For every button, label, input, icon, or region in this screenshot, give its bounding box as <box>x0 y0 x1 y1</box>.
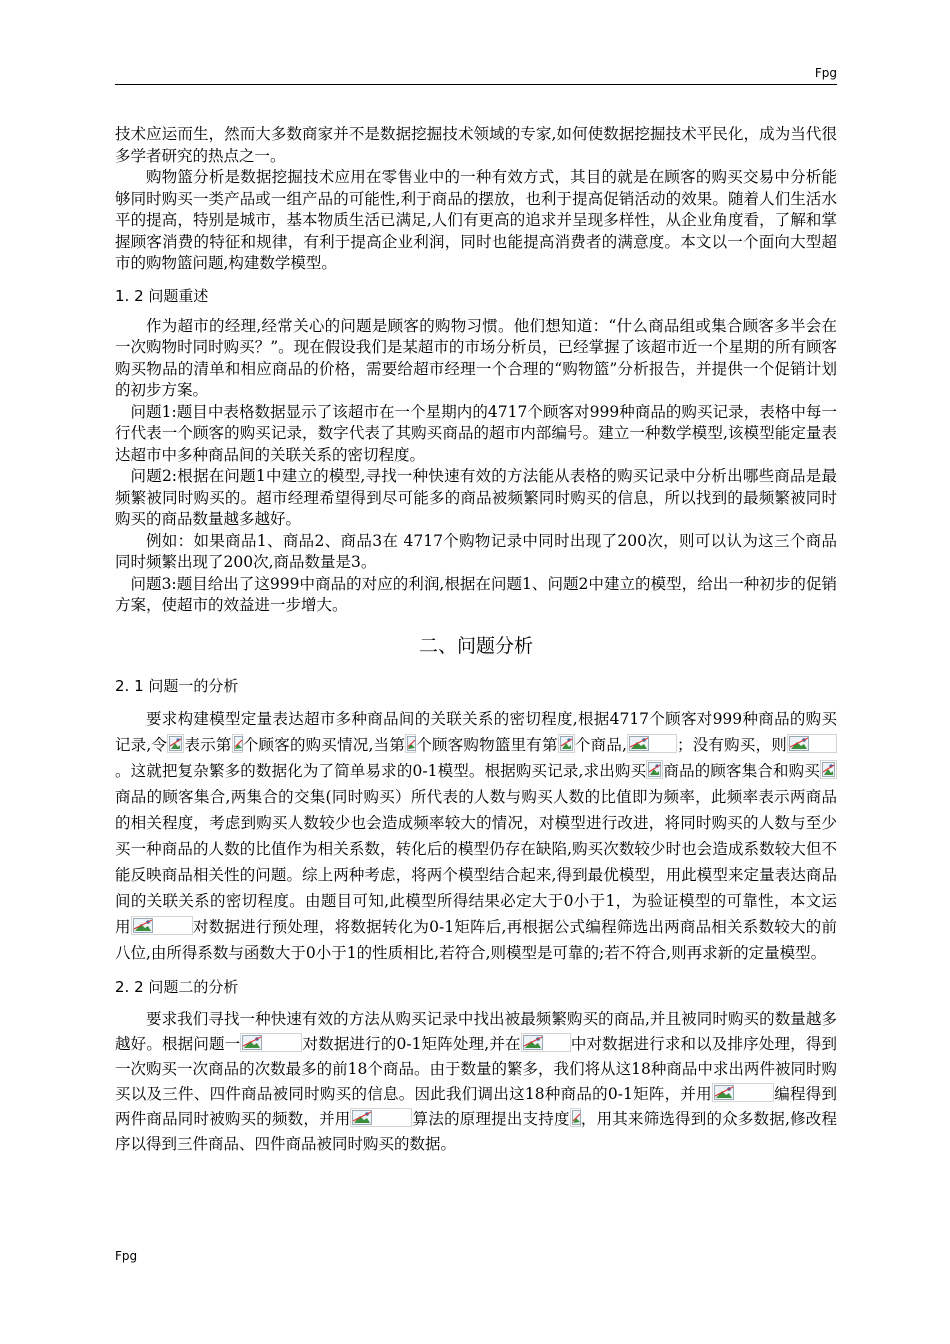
paragraph: 购物篮分析是数据挖掘技术应用在零售业中的一种有效方式，其目的就是在顾客的购买交易中分析能够同时购买一类产品或一组产品的可能性,利于商品的摆放，也利于提高促销活动的效果。随着人们生活水平的提高，特别是城市，基本物质生活已满足,人们有更高的追求并呈现多样性，从企业角度看，了解和掌握顾客消费的特征和规律，有利于提高企业利润，同时也能提高消费者的满意度。本文以一个面向大型超市的购物篮问题,构建数学模型。 <box>115 168 837 272</box>
section-heading-2-1: 2. 1 问题一的分析 <box>115 676 239 695</box>
broken-image-icon <box>627 734 677 753</box>
paragraph: 问题3:题目给出了这999中商品的对应的利润,根据在问题1、问题2中建立的模型，给出一种初步的促销方案，使超市的效益进一步增大。 <box>115 574 837 614</box>
header-text: Fpg <box>814 66 837 80</box>
paragraph: 问题1:题目中表格数据显示了该超市在一个星期内的4717个顾客对999种商品的购买记录，表格中每一行代表一个顾客的购买记录，数字代表了其购买商品的超市内部编号。建立一种数学模型,该模型能定量表达超市中多种商品间的关联关系的密切程度。 <box>115 402 837 464</box>
paragraph: 例如：如果商品1、商品2、商品3在 4717个购物记录中同时出现了200次，则可以认为这三个商品同时频繁出现了200次,商品数量是3。 <box>115 531 837 571</box>
broken-image-icon <box>232 734 243 753</box>
broken-image-icon <box>558 734 575 753</box>
broken-image-icon <box>521 1033 571 1052</box>
paragraph: 技术应运而生，然而大多数商家并不是数据挖掘技术领域的专家,如何使数据挖掘技术平民化，成为当代很多学者研究的热点之一。 <box>115 125 837 165</box>
broken-image-icon <box>350 1108 412 1127</box>
broken-image-icon <box>712 1083 774 1102</box>
paragraph: 作为超市的经理,经常关心的问题是顾客的购物习惯。他们想知道：“什么商品组或集合顾客多半会在一次购物时同时购买？”。现在假设我们是某超市的市场分析员，已经掌握了该超市近一个星期的所有顾客购买物品的清单和相应商品的价格，需要给超市经理一个合理的“购物篮”分析报告，并提供一个促销计划的初步方案。 <box>115 316 837 399</box>
section-heading-2-2: 2. 2 问题二的分析 <box>115 977 239 996</box>
section-heading-1-2: 1. 2 问题重述 <box>115 286 209 305</box>
broken-image-icon <box>240 1033 302 1052</box>
broken-image-icon <box>131 916 193 935</box>
paragraph-2-1: 要求构建模型定量表达超市多种商品间的关联关系的密切程度,根据4717个顾客对999种商品的购买记录,令 表示第 个顾客的购买情况,当第 个顾客购物篮里有第 个商品, ；没有购买，则 。这就把复杂繁多的数据化为了简单易求的0-1模型。根据购买记录,求出购买 商品的顾客集合和购买 商品的顾客集合,两集合的交集(同时购买）所代表的人数与购买人数的比值即为频率，此频率表示两商品的相关程度，考虑到购买人数较少也会造成频率较大的情况，对模型进行改进，将同时购买的人数与至少买一种商品的人数的比值作为相关系数，转化后的模型仍存在缺陷,购买次数较少时也会造成系数较大但不能反映商品相关性的问题。综上两种考虑，将两个模型结合起来,得到最优模型，用此模型来定量表达商品间的关联关系的密切程度。由题目可知,此模型所得结果必定大于0小于1，为验证模型的可靠性，本文运用 对数据进行预处理，将数据转化为0-1矩阵后,再根据公式编程筛选出两商品相关系数较大的前八位,由所得系数与函数大于0小于1的性质相比,若符合,则模型是可靠的;若不符合,则再求新的定量模型。 <box>115 709 837 962</box>
page-footer: Fpg <box>115 1249 138 1263</box>
broken-image-icon <box>646 760 663 779</box>
paragraph: 问题2:根据在问题1中建立的模型,寻找一种快速有效的方法能从表格的购买记录中分析出哪些商品是最频繁被同时购买的。超市经理希望得到尽可能多的商品被频繁同时购买的信息，所以找到的最频繁被同时购买的商品数量越多越好。 <box>115 467 837 528</box>
broken-image-icon <box>405 734 416 753</box>
broken-image-icon <box>787 734 837 753</box>
paragraph-2-2: 要求我们寻找一种快速有效的方法从购买记录中找出被最频繁购买的商品,并且被同时购买的数量越多越好。根据问题一 对数据进行的0-1矩阵处理,并在 中对数据进行求和以及排序处理，得到一次购买一次商品的次数最多的前18个商品。由于数量的繁多，我们将从这18种商品中求出两件被同时购买以及三件、四件商品被同时购买的信息。因此我们调出这18种商品的0-1矩阵，并用 编程得到两件商品同时被购买的频数，并用 算法的原理提出支持度 ，用其来筛选得到的众多数据,修改程序以得到三件商品、四件商品被同时购买的数据。 <box>115 1009 837 1153</box>
broken-image-icon <box>570 1108 581 1127</box>
broken-image-icon <box>167 734 184 753</box>
document-body <box>115 124 837 1157</box>
page-header <box>115 66 837 85</box>
broken-image-icon <box>820 760 837 779</box>
chapter-heading: 二、问题分析 <box>418 634 533 657</box>
